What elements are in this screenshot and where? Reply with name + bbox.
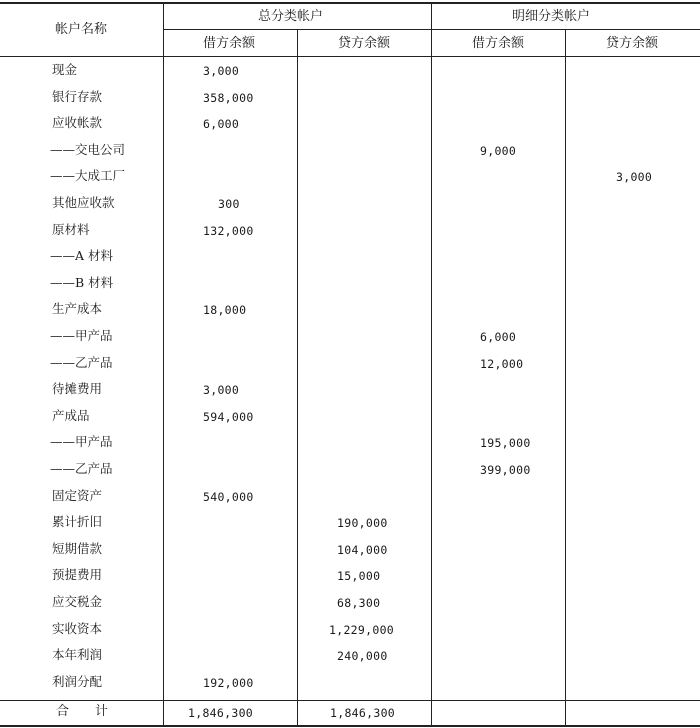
col-divider-gl-mid [297, 30, 298, 727]
amount-gl-debit: 3,000 [203, 64, 240, 78]
amount-gl-debit: 132,000 [203, 224, 254, 238]
header-subsidiary-ledger: 明细分类帐户 [512, 9, 591, 24]
amount-gl-credit: 240,000 [337, 649, 388, 663]
total-gl-credit: 1,846,300 [330, 706, 396, 720]
amount-gl-credit: 68,300 [337, 596, 381, 610]
account-name: 现金 [52, 62, 78, 77]
amount-gl-debit: 300 [218, 197, 240, 211]
account-name: 固定资产 [52, 488, 103, 503]
account-name: 预提费用 [52, 567, 103, 582]
account-name: ——乙产品 [50, 355, 113, 370]
header-general-ledger: 总分类帐户 [258, 9, 324, 24]
amount-sub-debit: 399,000 [480, 463, 531, 477]
total-top-rule [0, 700, 700, 701]
account-name: ——B 材料 [50, 275, 114, 290]
account-name: 产成品 [52, 408, 90, 423]
amount-gl-debit: 18,000 [203, 303, 247, 317]
account-name: 累计折旧 [52, 514, 103, 529]
amount-gl-debit: 192,000 [203, 676, 254, 690]
header-gl-debit: 借方余额 [203, 36, 256, 51]
amount-sub-debit: 9,000 [480, 144, 517, 158]
account-name: 原材料 [52, 222, 90, 237]
amount-gl-credit: 15,000 [337, 569, 381, 583]
table-top-rule [0, 2, 700, 4]
header-sub-debit: 借方余额 [472, 36, 525, 51]
amount-gl-debit: 3,000 [203, 383, 240, 397]
header-gl-credit: 贷方余额 [338, 36, 391, 51]
account-name: ——乙产品 [50, 461, 113, 476]
table-bottom-rule [0, 725, 700, 727]
account-name: 银行存款 [52, 89, 103, 104]
amount-sub-credit: 3,000 [616, 170, 653, 184]
amount-gl-credit: 190,000 [337, 516, 388, 530]
account-name: 待摊费用 [52, 381, 103, 396]
account-name: 应收帐款 [52, 115, 103, 130]
col-divider-groups [431, 2, 432, 727]
account-name: ——甲产品 [50, 434, 113, 449]
account-name: 本年利润 [52, 647, 103, 662]
amount-gl-debit: 540,000 [203, 490, 254, 504]
account-name: 生产成本 [52, 301, 103, 316]
account-name: ——甲产品 [50, 328, 113, 343]
amount-gl-credit: 104,000 [337, 543, 388, 557]
header-sub-credit: 贷方余额 [606, 36, 659, 51]
account-name: 应交税金 [52, 594, 103, 609]
total-label: 合 计 [56, 704, 109, 719]
account-name: 利润分配 [52, 674, 103, 689]
amount-gl-debit: 358,000 [203, 91, 254, 105]
account-name: 其他应收款 [52, 195, 115, 210]
col-divider-name [163, 2, 164, 727]
account-name: ——大成工厂 [50, 168, 126, 183]
account-name: ——交电公司 [50, 142, 126, 157]
amount-gl-credit: 1,229,000 [329, 623, 395, 637]
account-name: 实收资本 [52, 621, 103, 636]
header-bottom-rule [0, 56, 700, 57]
account-name: ——A 材料 [50, 248, 114, 263]
account-name: 短期借款 [52, 541, 103, 556]
col-divider-sub-mid [565, 30, 566, 727]
amount-sub-debit: 6,000 [480, 330, 517, 344]
amount-gl-debit: 594,000 [203, 410, 254, 424]
total-gl-debit: 1,846,300 [188, 706, 254, 720]
amount-gl-debit: 6,000 [203, 117, 240, 131]
header-account-name: 帐户名称 [55, 22, 108, 37]
amount-sub-debit: 12,000 [480, 357, 524, 371]
amount-sub-debit: 195,000 [480, 436, 531, 450]
